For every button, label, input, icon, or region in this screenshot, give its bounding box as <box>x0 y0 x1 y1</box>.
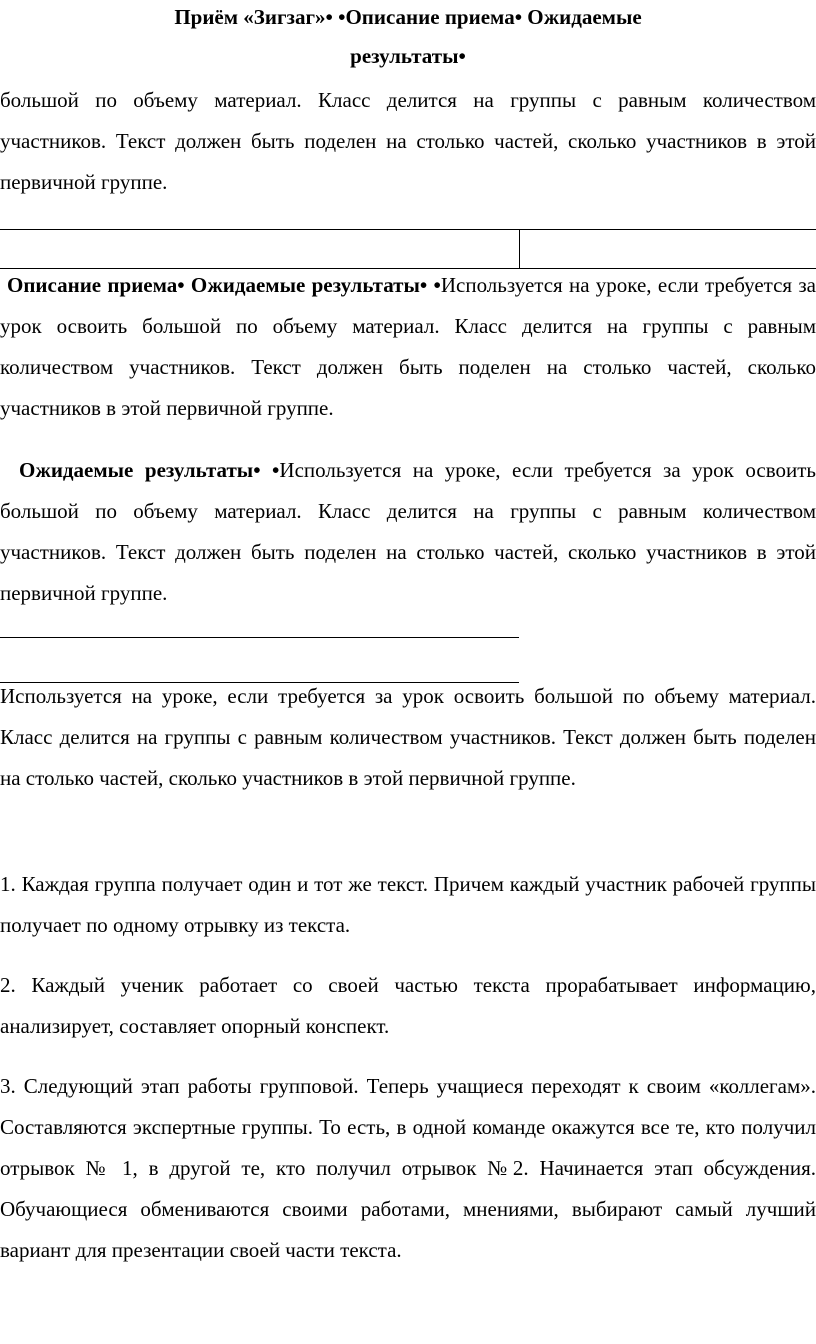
step-2: 2. Каждый ученик работает со своей частью текста прорабатывает информацию, анализирует, составляет опорный конспект. <box>0 973 816 1038</box>
step-1: 1. Каждая группа получает один и тот же текст. Причем каждый участник рабочей группы получает по одному отрывку из текста. <box>0 872 816 937</box>
paragraph-results-bold: Ожидаемые результаты• • <box>19 458 280 482</box>
table-top-rule <box>0 229 816 230</box>
paragraph-results-text: Используется на уроке, если требуется за урок освоить большой по объему материал. Класс делится на группы с равным количеством участников. Текст должен быть поделен на столько частей, сколько участников в этой первичной группе. <box>0 458 816 605</box>
paragraph-intro: большой по объему материал. Класс делится на группы с равным количеством участников. Текст должен быть поделен на столько частей, сколько участников в этой первичной группе. <box>0 88 816 194</box>
separator-rule-1 <box>0 637 519 638</box>
table-column-divider <box>519 229 520 269</box>
paragraph-description-text: Используется на уроке, если требуется за урок освоить большой по объему материал. Класс делится на группы с равным количеством участников. Текст должен быть поделен на столько частей, сколько участников в этой первичной группе. <box>0 273 816 420</box>
paragraph-description-bold: Описание приема• Ожидаемые результаты• • <box>7 273 441 297</box>
document-title-line-2: результаты• <box>350 44 466 68</box>
document-title-line-1: Приём «Зигзаг»• •Описание приема• Ожидаемые <box>174 5 642 29</box>
paragraph-results <box>0 450 816 614</box>
paragraph-usage: Используется на уроке, если требуется за урок освоить большой по объему материал. Класс делится на группы с равным количеством участников. Текст должен быть поделен на столько частей, сколько участников в этой первичной группе. <box>0 684 816 790</box>
paragraph-description <box>0 265 816 429</box>
step-3: 3. Следующий этап работы групповой. Теперь учащиеся переходят к своим «коллегам». Составляются экспертные группы. То есть, в одной команде окажутся все те, кто получил отрывок № 1, в другой те, кто получил отрывок №2. Начинается этап обсуждения. Обучающиеся обмениваются своими работами, мнениями, выбирают самый лучший вариант для презентации своей части текста. <box>0 1074 816 1262</box>
